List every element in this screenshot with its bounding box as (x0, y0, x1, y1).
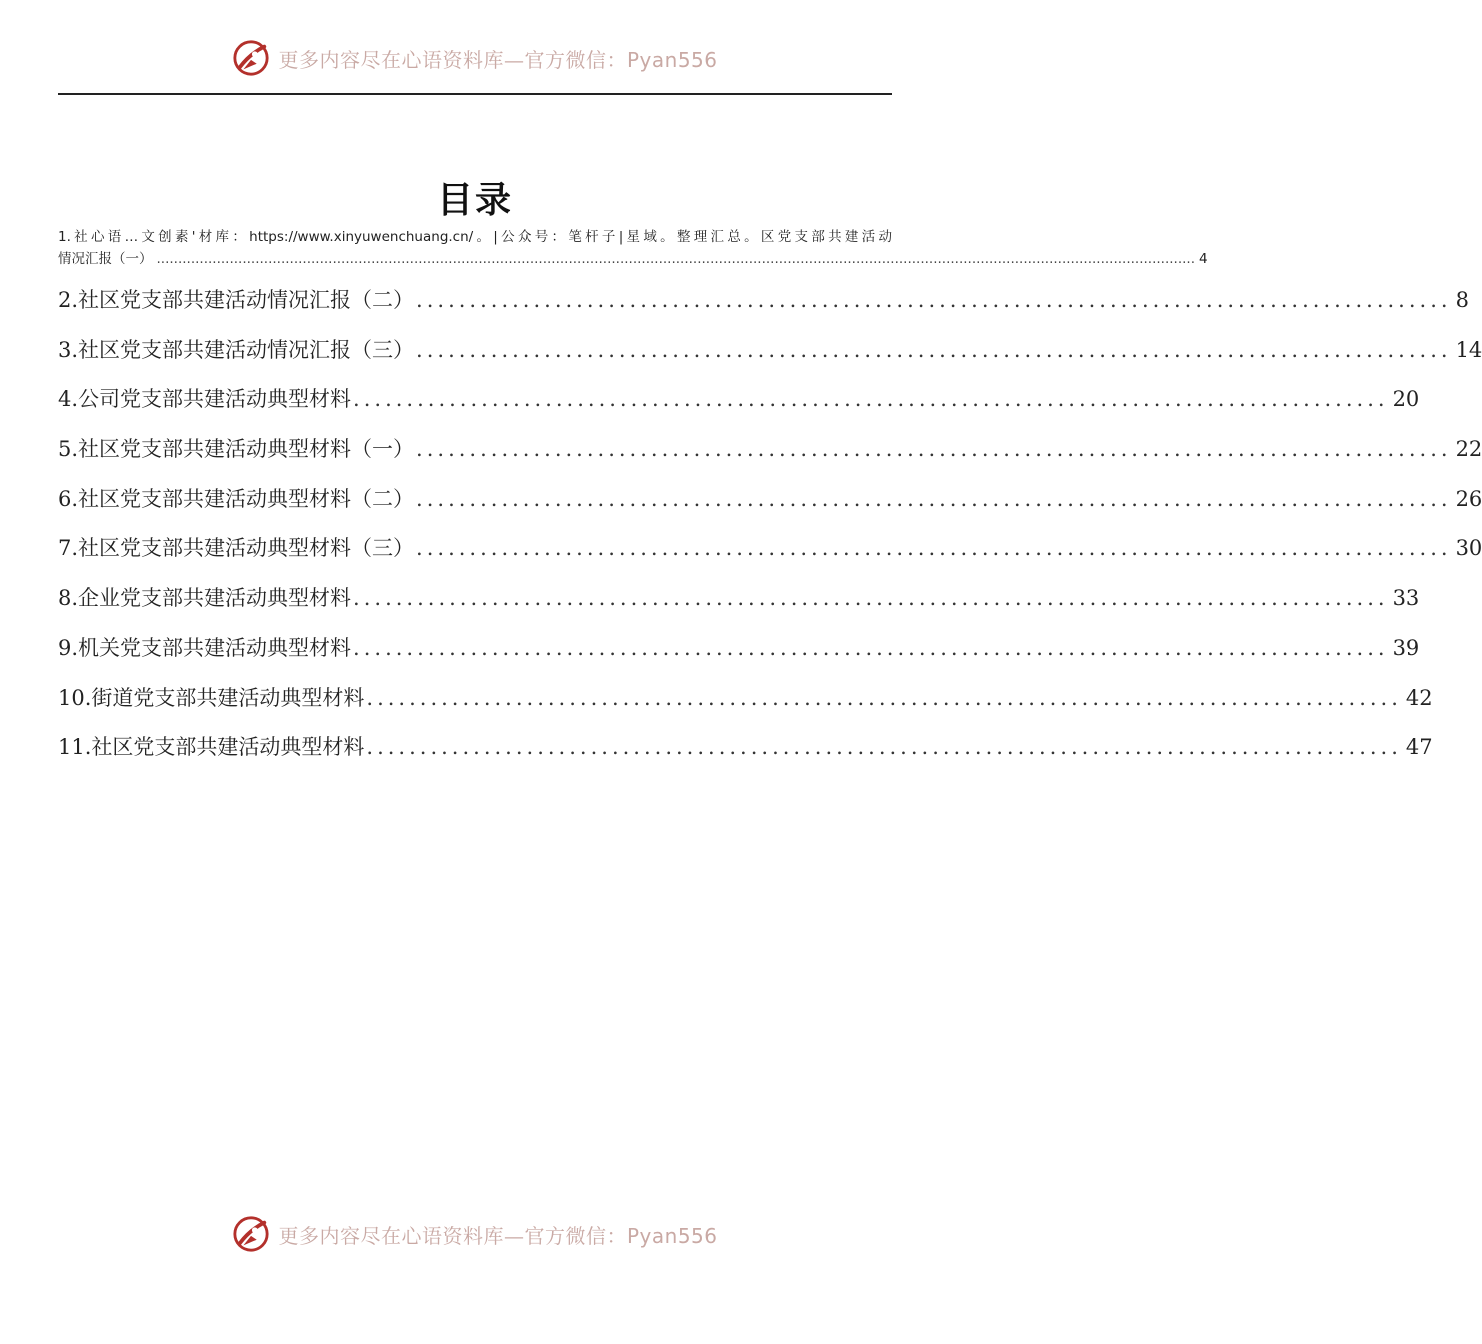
toc-entry-label: 9.机关党支部共建活动典型材料 (58, 635, 352, 660)
toc-entry-1-line1: 1.社心语…文创素'材库：https://www.xinyuwenchuang.cn/。|公众号：笔杆子|星域。整理汇总。区党支部共建活动 (58, 229, 892, 245)
toc-entry-page: 30 (1455, 536, 1482, 561)
toc-entry-page: 42 (1405, 685, 1433, 710)
toc-leader-dots: ................................................................................................. (353, 635, 1389, 660)
watermark-cn-text: 更多内容尽在心语资料库—官方微信： (278, 1223, 627, 1248)
toc-entry-label: 2.社区党支部共建活动情况汇报（二） (58, 288, 415, 312)
toc-entry[interactable] (58, 429, 1482, 479)
toc-entry-label: 11.社区党支部共建活动典型材料 (58, 735, 365, 760)
toc-leader-dots: ................................................................................................. (353, 586, 1389, 611)
toc-leader-dots: ................................................................................................. (366, 735, 1402, 760)
footer-watermark (0, 1212, 950, 1256)
toc-leader-dots: ................................................................................................. (416, 337, 1452, 362)
toc-entry-label: 3.社区党支部共建活动情况汇报（三） (58, 337, 415, 362)
toc-leader-dots: ................................................................................................. (416, 486, 1452, 511)
toc-entry-label: 10.街道党支部共建活动典型材料 (58, 685, 365, 710)
toc-entry-1-page: 4 (1199, 251, 1208, 267)
toc-entry[interactable] (58, 528, 1482, 578)
toc-entry[interactable] (58, 678, 1433, 728)
toc-entry-1-line2 (58, 248, 1208, 270)
toc-entry[interactable] (58, 727, 1433, 777)
toc-entry-page: 14 (1455, 337, 1482, 362)
watermark-wechat-id: Pyan556 (626, 47, 718, 72)
header-watermark (0, 36, 950, 80)
toc-entry-page: 39 (1392, 635, 1420, 660)
toc-entry-label: 6.社区党支部共建活动典型材料（二） (58, 486, 415, 511)
pen-nib-logo-icon (232, 1215, 270, 1253)
watermark-text (278, 44, 717, 73)
toc-leader-dots: .................................................................................................................................................................................................................................................. (156, 251, 1195, 267)
toc-leader-dots: ................................................................................................. (416, 536, 1452, 561)
toc-entry-label: 7.社区党支部共建活动典型材料（三） (58, 536, 415, 561)
toc-entry[interactable] (58, 578, 1420, 628)
toc-entry-page: 22 (1455, 437, 1482, 462)
toc-entry-page: 8 (1455, 288, 1469, 312)
toc-entry-1[interactable] (58, 226, 1208, 270)
toc-entry-page: 33 (1392, 586, 1420, 611)
toc-leader-dots: ................................................................................................. (366, 685, 1402, 710)
toc-entry-page: 47 (1405, 735, 1433, 760)
header-divider (58, 93, 892, 95)
toc-leader-dots: ................................................................................................. (353, 387, 1389, 412)
toc-entry-1-label-tail: 情况汇报（一） (58, 251, 153, 267)
toc-title: 目录 (436, 179, 513, 221)
toc-entry[interactable] (58, 330, 1482, 380)
toc-list (58, 280, 1482, 777)
pen-nib-logo-icon (232, 39, 270, 77)
watermark-cn-text: 更多内容尽在心语资料库—官方微信： (278, 47, 627, 72)
toc-entry[interactable] (58, 280, 1469, 330)
toc-entry[interactable] (58, 479, 1482, 529)
toc-leader-dots: ................................................................................................. (416, 288, 1452, 312)
toc-entry-page: 26 (1455, 486, 1482, 511)
toc-leader-dots: ................................................................................................. (416, 437, 1452, 462)
toc-entry-page: 20 (1392, 387, 1420, 412)
toc-entry[interactable] (58, 628, 1420, 678)
toc-entry-label: 8.企业党支部共建活动典型材料 (58, 586, 352, 611)
toc-entry[interactable] (58, 379, 1420, 429)
toc-entry-label: 4.公司党支部共建活动典型材料 (58, 387, 352, 412)
watermark-text (278, 1220, 717, 1249)
toc-entry-label: 5.社区党支部共建活动典型材料（一） (58, 437, 415, 462)
watermark-wechat-id: Pyan556 (626, 1223, 718, 1248)
